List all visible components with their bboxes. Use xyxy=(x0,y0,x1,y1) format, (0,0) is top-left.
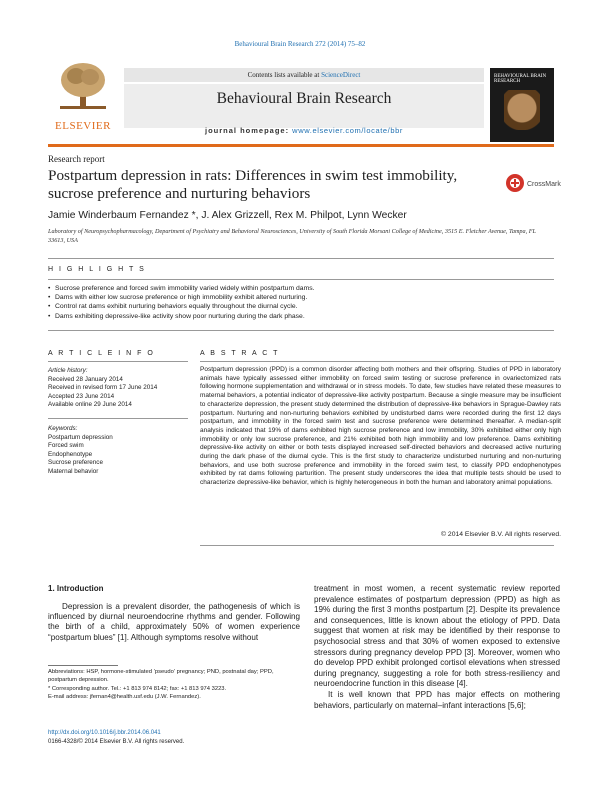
homepage-label: journal homepage: xyxy=(204,126,293,135)
intro-paragraph: treatment in most women, a recent systematic review reported prevalence estimates of postpartum depression (PPD) as high as 19% during the first 3 months postpartum [2]. Despite its prevalence and consequences, little is known about the etiology of PPD. Data suggest that women at risk may be identified by their response to psychosocial stress and that 30% of women exposed to extensive stressors during pregnancy develop PPD [3]. Moreover, women who do develop PPD exhibit prolonged cortisol elevations when stressed during pregnancy, suggesting a role for both stress-resiliency and neuroendocrine function in this disease [4]. xyxy=(314,584,560,689)
keyword: Maternal behavior xyxy=(48,467,99,475)
footnotes xyxy=(48,668,303,701)
article-history xyxy=(48,367,198,410)
abbreviations-note: Abbreviations: HSP, hormone-stimulated ‘pseudo’ pregnancy; PND, postnatal day; PPD, postpartum depression. xyxy=(48,669,274,684)
intro-right-column xyxy=(314,584,560,711)
keywords-heading: Keywords: xyxy=(48,425,78,432)
abstract-heading: A B S T R A C T xyxy=(200,350,280,357)
issn-line: 0166-4328/© 2014 Elsevier B.V. All rights reserved. xyxy=(48,739,185,745)
keyword: Endophenotype xyxy=(48,450,93,458)
journal-homepage xyxy=(124,126,484,135)
crossmark-label: CrossMark xyxy=(527,181,561,188)
divider xyxy=(48,330,554,331)
highlights-heading: H I G H L I G H T S xyxy=(48,266,146,273)
highlight-item: • Dams with either low sucrose preference or high immobility exhibit altered nurturing. xyxy=(48,293,554,302)
keyword: Postpartum depression xyxy=(48,433,113,441)
intro-paragraph: Depression is a prevalent disorder, the pathogenesis of which is influenced by diurnal neuroendocrine rhythms and gender. Following the birth of a child, approximately 50% of women experience “postpartum blues” [1]. Although symptoms resolve without xyxy=(48,602,300,642)
article-title: Postpartum depression in rats: Differences in swim test immobility, sucrose preference and nurturing behaviors xyxy=(48,167,458,202)
footnote-rule xyxy=(48,665,118,666)
sciencedirect-link[interactable]: ScienceDirect xyxy=(321,71,361,79)
highlight-item: • Control rat dams exhibit nurturing behaviors equally throughout the diurnal cycle. xyxy=(48,302,554,311)
contents-prefix: Contents lists available at xyxy=(247,71,322,79)
highlight-item: • Sucrose preference and forced swim immobility varied widely within postpartum dams. xyxy=(48,284,554,293)
section-heading: 1. Introduction xyxy=(48,584,104,593)
journal-citation[interactable]: Behavioural Brain Research 272 (2014) 75–82 xyxy=(234,40,366,48)
divider xyxy=(200,545,554,546)
copyright-line: © 2014 Elsevier B.V. All rights reserved. xyxy=(441,531,561,538)
abstract-text: Postpartum depression (PPD) is a common disorder affecting both mothers and their offspring. Studies of PPD in laboratory animals have typically assessed either immobility on forced swim testing or sucrose preference in ovariectomized rats following hormone supplementation and withdrawal or in stress models. To date, few studies have related these measures to maternal behaviors, a potential indicator of depressive-like activity postpartum. Because a single measure may be insufficient to characterize depression, the present study determined the distribution of depressive-like behaviors in Sprague-Dawley rats postpartum. Nurturing and non-nurturing behaviors exhibited by undisturbed dams were recorded during the first 12 days postpartum, and immobility in the forced swim test and sucrose preference were determined thereafter. A median-split analysis indicated that 19% of dams exhibited high sucrose preference and low immobility, 30% exhibited either only high immobility or only low sucrose preference, and 21% exhibited both high immobility and low preference. Dams exhibiting depressive-like activity on either or both tests displayed increased self-directed behaviors and decreased active nurturing during the dark phase of the diurnal cycle. This is the first study to characterize undisturbed nurturing and non-nurturing behaviors, and use both sucrose preference and immobility in the forced swim test, to classify PPD endophenotypes exhibited by rat dams following parturition. The present study underscores the idea that multiple tests should be used to characterize depressive-like behavior, which is highly heterogeneous in both the human and laboratory animal populations. xyxy=(200,366,561,487)
keywords xyxy=(48,425,198,477)
elsevier-tree-icon xyxy=(58,60,108,110)
email-note: E-mail address: jfernan4@health.usf.edu (J.W. Fernandez). xyxy=(48,693,201,700)
divider xyxy=(48,279,554,280)
elsevier-logo xyxy=(48,54,118,134)
author-affiliation: Laboratory of Neuropsychopharmacology, Department of Psychiatry and Behavioral Neurosciences, University of South Florida Morsani College of Medicine, 3515 E. Fletcher Avenue, Tampa, FL 33613, USA xyxy=(48,228,536,244)
article-info-heading: A R T I C L E I N F O xyxy=(48,350,155,357)
intro-left-column xyxy=(48,602,300,643)
divider xyxy=(48,418,188,419)
contents-available-bar xyxy=(124,68,484,82)
keyword: Sucrose preference xyxy=(48,459,103,467)
article-type: Research report xyxy=(48,154,105,164)
header-rule xyxy=(48,144,554,147)
history-received: Received 28 January 2014 xyxy=(48,375,123,383)
cover-title: BEHAVIOURAL BRAIN RESEARCH xyxy=(494,74,547,84)
doi-block xyxy=(48,729,184,747)
elsevier-wordmark: ELSEVIER xyxy=(55,120,111,132)
crossmark-icon[interactable] xyxy=(505,172,561,194)
author-list: Jamie Winderbaum Fernandez *, J. Alex Grizzell, Rex M. Philpot, Lynn Wecker xyxy=(48,210,407,221)
intro-paragraph: It is well known that PPD has major effects on mothering behaviors, particularly on maternal–infant interactions [5,6]; xyxy=(314,689,560,710)
doi-link[interactable]: http://dx.doi.org/10.1016/j.bbr.2014.06.041 xyxy=(48,730,161,736)
history-revised: Received in revised form 17 June 2014 xyxy=(48,384,158,392)
highlight-item: • Dams exhibiting depressive-like activity show poor nurturing during the dark phase. xyxy=(48,312,554,321)
history-online: Available online 29 June 2014 xyxy=(48,401,132,409)
history-heading: Article history: xyxy=(48,367,88,374)
divider xyxy=(48,361,188,362)
journal-title: Behavioural Brain Research xyxy=(216,90,392,107)
divider xyxy=(48,258,554,259)
keyword: Forced swim xyxy=(48,442,84,450)
highlights-list xyxy=(48,284,554,321)
divider xyxy=(200,361,554,362)
cover-art xyxy=(504,90,540,130)
homepage-link[interactable]: www.elsevier.com/locate/bbr xyxy=(292,126,403,135)
corresponding-author-note: * Corresponding author. Tel.: +1 813 974 8142; fax: +1 813 974 3223. xyxy=(48,685,227,692)
history-accepted: Accepted 23 June 2014 xyxy=(48,392,115,400)
journal-cover-image xyxy=(490,68,554,142)
